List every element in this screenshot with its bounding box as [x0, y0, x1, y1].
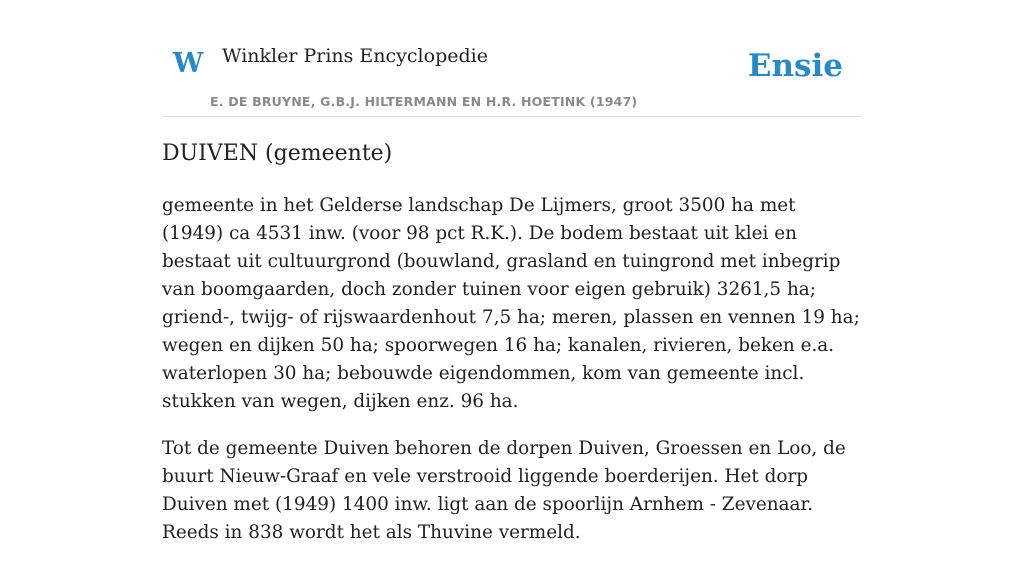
entry-title: DUIVEN (gemeente)	[162, 141, 393, 166]
entry-paragraph: Tot de gemeente Duiven behoren de dorpen Duiven, Groessen en Loo, de buurt Nieuw-Graaf en vele verstrooid liggende boerderijen. Het dorp Duiven met (1949) 1400 inw. ligt aan de spoorlijn Arnhem - Zevenaar. Reeds in 838 wordt het als Thuvine vermeld.	[162, 438, 846, 543]
header	[162, 0, 862, 117]
entry-body	[162, 192, 862, 566]
page	[162, 0, 862, 543]
entry-paragraph: gemeente in het Gelderse landschap De Lijmers, groot 3500 ha met (1949) ca 4531 inw. (voor 98 pct R.K.). De bodem bestaat uit klei en bestaat uit cultuurgrond (bouwland, grasland en tuingrond met inbegrip van boomgaarden, doch zonder tuinen voor eigen gebruik) 3261,5 ha; griend-, twijg- of rijswaardenhout 7,5 ha; meren, plassen en vennen 19 ha; wegen en dijken 50 ha; spoorwegen 16 ha; kanalen, rivieren, beken e.a. waterlopen 30 ha; bebouwde eigendommen, kom van gemeente incl. stukken van wegen, dijken enz. 96 ha.	[162, 195, 860, 412]
book-title-link[interactable]: Winkler Prins Encyclopedie	[222, 45, 488, 67]
winkler-prins-logo-icon[interactable]: W	[173, 48, 204, 79]
book-authors: E. DE BRUYNE, G.B.J. HILTERMANN EN H.R. HOETINK (1947)	[210, 94, 638, 109]
ensie-logo-link[interactable]: Ensie	[747, 48, 843, 84]
